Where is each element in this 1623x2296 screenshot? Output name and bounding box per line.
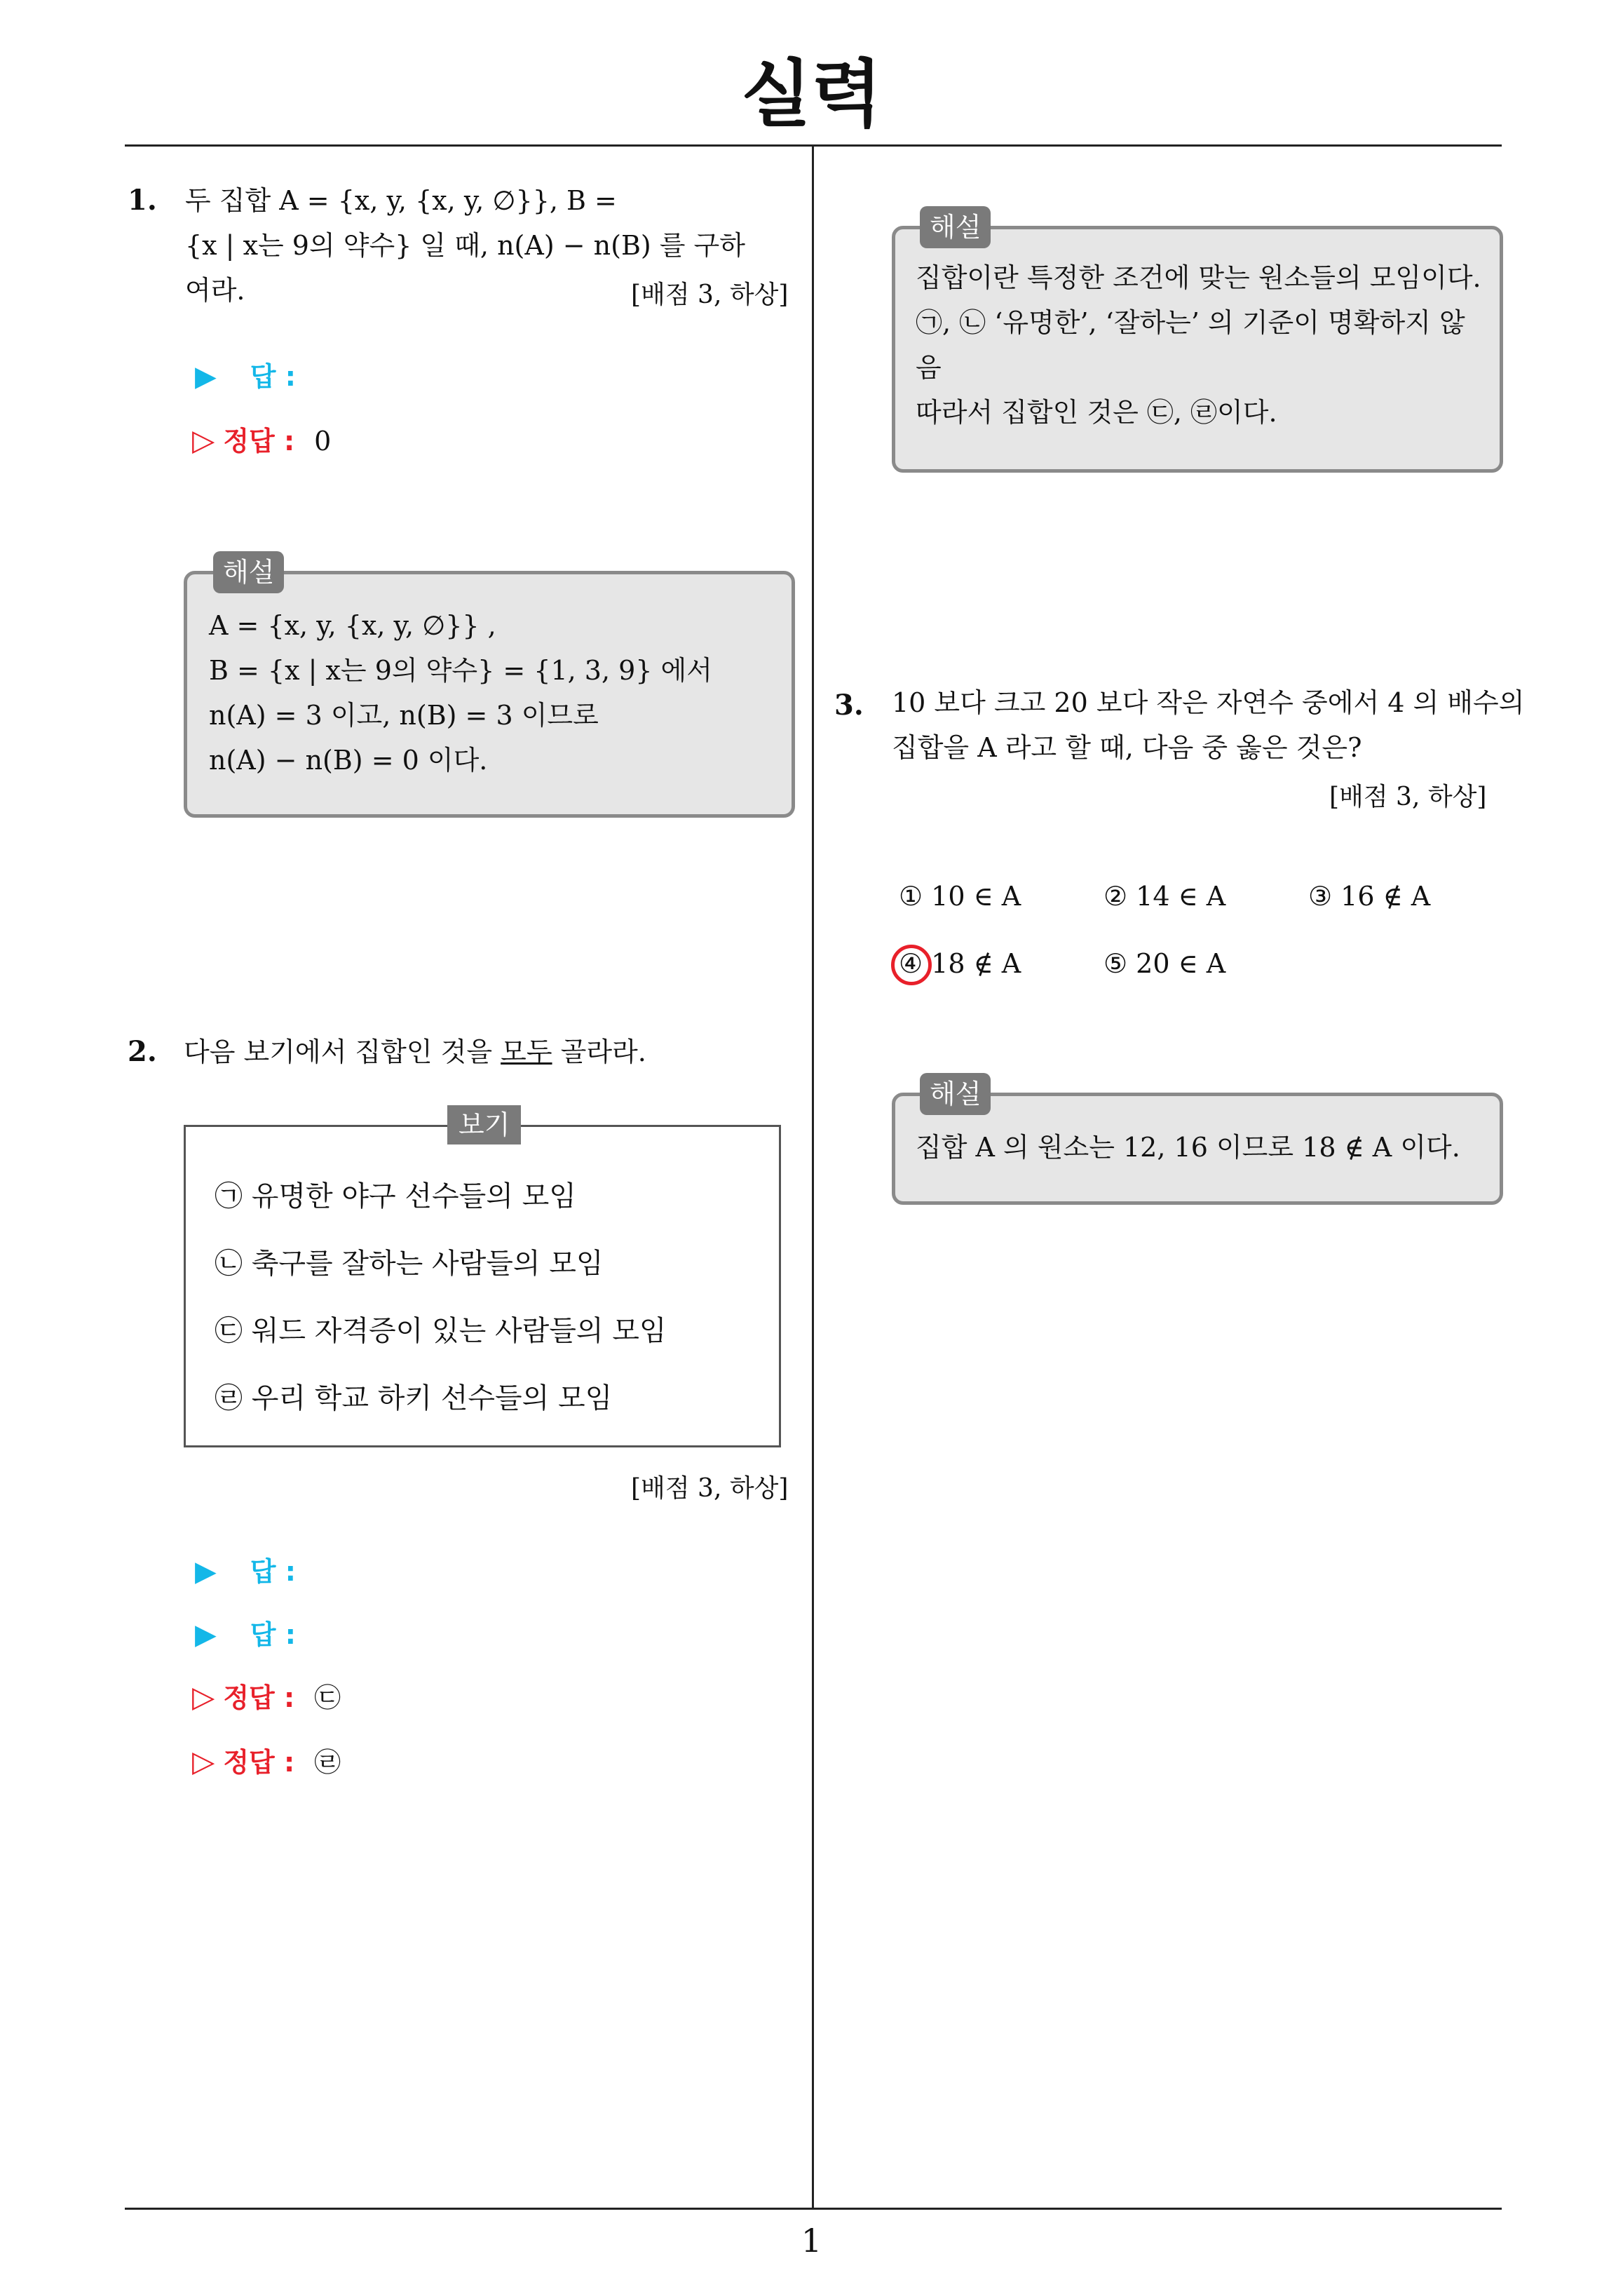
choice-4[interactable]: ④ 18 ∉ A [899, 948, 1021, 979]
play-triangle-outline-icon: ▷ [192, 1680, 215, 1714]
question-line: 여라. [185, 275, 245, 306]
play-triangle-filled-icon: ▶ [195, 1619, 217, 1651]
bogi-tab: 보기 [447, 1105, 521, 1144]
play-triangle-filled-icon: ▶ [195, 1555, 217, 1588]
correct-label: 정답 : [223, 1747, 295, 1778]
explanation-tab: 해설 [920, 1073, 991, 1115]
choice-5[interactable]: ⑤ 20 ∈ A [1103, 948, 1226, 979]
choice-2[interactable]: ② 14 ∈ A [1103, 881, 1226, 912]
bogi-item: ㉣ 우리 학교 하키 선수들의 모임 [215, 1382, 613, 1414]
question-2-text [184, 1029, 646, 1074]
question-number: 2. [128, 1035, 157, 1068]
question-prompt-end: 골라라. [552, 1036, 646, 1067]
bogi-list [215, 1175, 667, 1419]
bogi-item: ㉠ 유명한 야구 선수들의 모임 [215, 1180, 576, 1213]
explanation-text [916, 1125, 1460, 1170]
question-3-text [892, 680, 1524, 770]
question-number: 1. [128, 184, 157, 217]
explanation-text [209, 603, 712, 783]
explanation-tab: 해설 [213, 551, 284, 593]
explanation-line: B = {x | x는 9의 약수} = {1, 3, 9} 에서 [209, 655, 712, 686]
question-line: 두 집합 A = {x, y, {x, y, ∅}}, B = [185, 185, 617, 216]
explanation-line: n(A) = 3 이고, n(B) = 3 이므로 [209, 700, 599, 731]
explanation-line: n(A) − n(B) = 0 이다. [209, 745, 488, 776]
correct-label: 정답 : [223, 426, 295, 457]
column-divider [812, 144, 814, 2209]
correct-answer-row [192, 419, 331, 458]
bogi-item: ㉢ 워드 자격증이 있는 사람들의 모임 [215, 1315, 667, 1347]
score-label: [배점 3, 하상] [631, 281, 789, 309]
explanation-text [916, 255, 1481, 435]
choice-3[interactable]: ③ 16 ∉ A [1308, 881, 1431, 912]
bogi-item: ㉡ 축구를 잘하는 사람들의 모임 [215, 1248, 604, 1280]
correct-value: ㉢ [314, 1682, 341, 1713]
question-line: 집합을 A 라고 할 때, 다음 중 옳은 것은? [892, 732, 1362, 763]
question-line: {x | x는 9의 약수} 일 때, n(A) − n(B) 를 구하 [185, 230, 745, 261]
correct-answer-row [192, 1741, 341, 1779]
page-title: 실력 [741, 51, 882, 137]
explanation-tab: 해설 [920, 206, 991, 248]
answer-row[interactable] [195, 355, 296, 393]
answer-label: 답 : [250, 361, 296, 392]
explanation-line: A = {x, y, {x, y, ∅}} , [209, 610, 496, 641]
choice-1[interactable]: ① 10 ∈ A [899, 881, 1021, 912]
play-triangle-outline-icon: ▷ [192, 423, 215, 457]
explanation-line: 집합이란 특정한 조건에 맞는 원소들의 모임이다. [916, 262, 1481, 293]
answer-row[interactable] [195, 1550, 296, 1588]
question-line: 10 보다 크고 20 보다 작은 자연수 중에서 4 의 배수의 [892, 687, 1525, 718]
question-emphasis: 모두 [501, 1036, 552, 1067]
question-number: 3. [834, 689, 864, 722]
answer-label: 답 : [250, 1619, 296, 1650]
answer-row[interactable] [195, 1613, 296, 1652]
explanation-line: 집합 A 의 원소는 12, 16 이므로 18 ∉ A 이다. [916, 1132, 1460, 1163]
explanation-line: ㉠, ㉡ ‘유명한’, ‘잘하는’ 의 기준이 명확하지 않 [916, 307, 1465, 338]
play-triangle-outline-icon: ▷ [192, 1744, 215, 1778]
play-triangle-filled-icon: ▶ [195, 360, 217, 393]
score-label: [배점 3, 하상] [1329, 783, 1487, 811]
correct-value: ㉣ [314, 1747, 341, 1778]
question-prompt: 다음 보기에서 집합인 것을 [184, 1036, 501, 1067]
page-number: 1 [801, 2222, 822, 2260]
answer-label: 답 : [250, 1556, 296, 1587]
footer-rule [125, 2208, 1502, 2210]
explanation-line: 음 [916, 352, 942, 383]
correct-value: 0 [314, 426, 332, 457]
explanation-line: 따라서 집합인 것은 ㉢, ㉣이다. [916, 397, 1277, 428]
correct-label: 정답 : [223, 1682, 295, 1713]
score-label: [배점 3, 하상] [631, 1474, 789, 1503]
correct-answer-row [192, 1676, 341, 1715]
